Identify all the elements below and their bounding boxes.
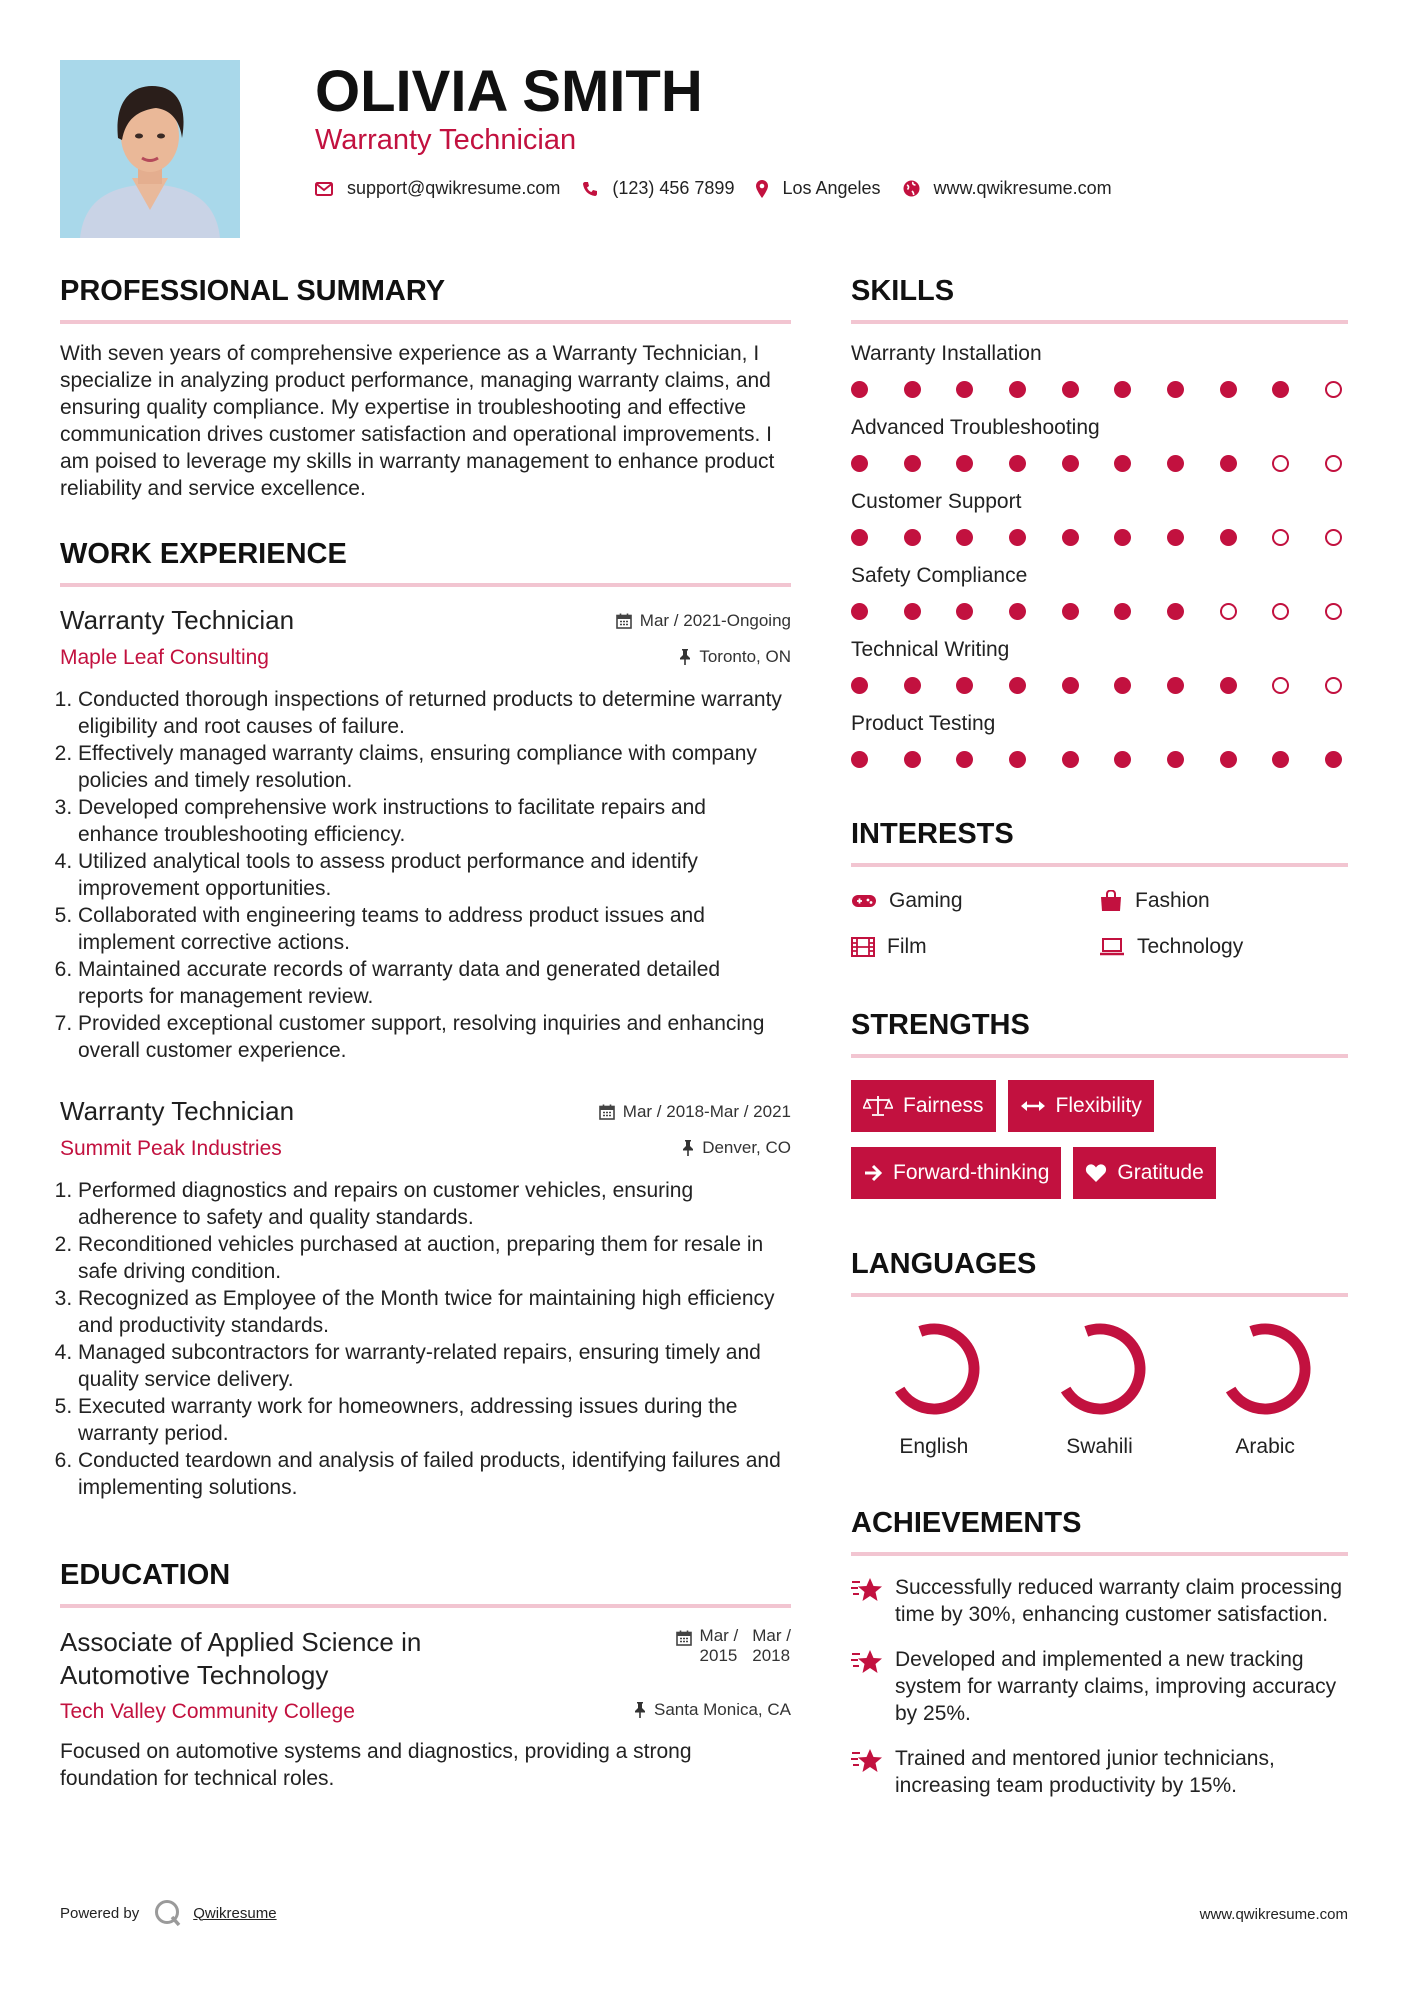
languages-title: LANGUAGES bbox=[851, 1248, 1037, 1280]
rating-dot-filled bbox=[956, 455, 973, 472]
interests-title: INTERESTS bbox=[851, 818, 1014, 850]
rating-dot-filled bbox=[851, 603, 868, 620]
footer-powered-by bbox=[60, 1898, 277, 1928]
section-divider bbox=[60, 320, 791, 324]
rating-dot-empty bbox=[1220, 603, 1237, 620]
candidate-role: Warranty Technician bbox=[315, 124, 577, 156]
rating-dot-filled bbox=[904, 381, 921, 398]
rating-dot-filled bbox=[1062, 751, 1079, 768]
rating-dot-filled bbox=[904, 677, 921, 694]
arrow-right-icon bbox=[863, 1164, 883, 1182]
skill-rating bbox=[851, 455, 1342, 472]
language-label: English bbox=[899, 1435, 969, 1458]
language-item bbox=[851, 1319, 1017, 1459]
rating-dot-filled bbox=[1167, 529, 1184, 546]
rating-dot-empty bbox=[1325, 529, 1342, 546]
strength-tag bbox=[851, 1147, 1061, 1199]
interest-item bbox=[1099, 889, 1347, 913]
summary-text: With seven years of comprehensive experience as a Warranty Technician, I specialize in analyzing product performance, managing warranty claims, and ensuring quality compliance. My expertise in troubleshooting and effective communication drives customer satisfaction and operational improvements. I am poised to leverage my skills in warranty management to enhance product reliability and service excellence. bbox=[60, 342, 775, 500]
qwikresume-logo-icon bbox=[153, 1898, 183, 1928]
list-item: 4. Utilized analytical tools to assess product performance and identify improvement opportunities. bbox=[78, 848, 791, 902]
star-burst-icon bbox=[851, 1747, 883, 1775]
job-company: Maple Leaf Consulting bbox=[60, 646, 269, 669]
portrait-image bbox=[60, 60, 240, 238]
rating-dot-filled bbox=[1220, 381, 1237, 398]
skill-item bbox=[851, 342, 1348, 398]
skill-item bbox=[851, 564, 1348, 620]
rating-dot-filled bbox=[1009, 529, 1026, 546]
skill-name: Technical Writing bbox=[851, 638, 1010, 661]
rating-dot-filled bbox=[1114, 751, 1131, 768]
rating-dot-filled bbox=[1114, 677, 1131, 694]
strength-tag bbox=[1008, 1080, 1154, 1132]
rating-dot-filled bbox=[1009, 603, 1026, 620]
rating-dot-filled bbox=[956, 603, 973, 620]
education-location-text: Santa Monica, CA bbox=[653, 1700, 791, 1719]
list-item: 1. Performed diagnostics and repairs on customer vehicles, ensuring adherence to safety and quality standards. bbox=[78, 1177, 791, 1231]
rating-dot-filled bbox=[1114, 381, 1131, 398]
phone-icon bbox=[582, 181, 598, 197]
education-end-month: Mar / bbox=[752, 1626, 791, 1645]
right-column bbox=[851, 275, 1348, 1799]
skills-title: SKILLS bbox=[851, 275, 955, 307]
skills-section bbox=[851, 275, 1348, 768]
language-proficiency-arc bbox=[899, 1329, 973, 1409]
rating-dot-filled bbox=[1114, 529, 1131, 546]
job-entry bbox=[60, 1096, 791, 1501]
job-location-text: Denver, CO bbox=[702, 1138, 791, 1157]
rating-dot-filled bbox=[851, 455, 868, 472]
interest-label: Gaming bbox=[889, 889, 963, 912]
rating-dot-filled bbox=[1062, 529, 1079, 546]
rating-dot-filled bbox=[851, 677, 868, 694]
candidate-name: OLIVIA SMITH bbox=[315, 59, 703, 124]
strength-label: Gratitude bbox=[1117, 1161, 1204, 1184]
language-proficiency-ring bbox=[1215, 1319, 1315, 1419]
language-proficiency-ring bbox=[884, 1319, 984, 1419]
rating-dot-filled bbox=[1167, 603, 1184, 620]
rating-dot-filled bbox=[904, 603, 921, 620]
left-column bbox=[60, 275, 791, 1792]
interest-item bbox=[1099, 935, 1347, 959]
achievement-text: Successfully reduced warranty claim processing time by 30%, enhancing customer satisfaction. bbox=[895, 1576, 1343, 1626]
education-end bbox=[752, 1626, 791, 1666]
section-divider bbox=[851, 1293, 1348, 1297]
rating-dot-filled bbox=[851, 529, 868, 546]
education-start bbox=[700, 1626, 739, 1666]
star-burst-icon bbox=[851, 1648, 883, 1676]
strength-tag bbox=[851, 1080, 996, 1132]
map-pin-icon bbox=[756, 180, 768, 198]
rating-dot-filled bbox=[1009, 381, 1026, 398]
rating-dot-filled bbox=[851, 381, 868, 398]
job-title: Warranty Technician bbox=[60, 605, 295, 635]
skill-rating bbox=[851, 381, 1342, 398]
interest-label: Fashion bbox=[1135, 889, 1210, 912]
job-location-text: Toronto, ON bbox=[699, 647, 791, 666]
rating-dot-empty bbox=[1272, 455, 1289, 472]
skill-rating bbox=[851, 603, 1342, 620]
strength-label: Fairness bbox=[903, 1094, 984, 1117]
star-burst-icon bbox=[851, 1576, 883, 1604]
skills-list bbox=[851, 342, 1348, 768]
skill-name: Product Testing bbox=[851, 712, 996, 735]
language-proficiency-arc bbox=[1231, 1329, 1305, 1409]
list-item: 6. Conducted teardown and analysis of failed products, identifying failures and implementing solutions. bbox=[78, 1447, 791, 1501]
rating-dot-filled bbox=[956, 529, 973, 546]
experience-title: WORK EXPERIENCE bbox=[60, 538, 347, 570]
rating-dot-filled bbox=[1009, 677, 1026, 694]
achievements-section bbox=[851, 1507, 1348, 1799]
rating-dot-empty bbox=[1272, 677, 1289, 694]
rating-dot-empty bbox=[1325, 455, 1342, 472]
website-text: www.qwikresume.com bbox=[933, 178, 1112, 198]
skill-item bbox=[851, 712, 1348, 768]
skill-rating bbox=[851, 751, 1342, 768]
profile-photo bbox=[60, 60, 240, 238]
rating-dot-filled bbox=[904, 529, 921, 546]
job-entry bbox=[60, 605, 791, 1064]
language-item bbox=[1017, 1319, 1183, 1459]
rating-dot-filled bbox=[1167, 751, 1184, 768]
rating-dot-filled bbox=[1062, 677, 1079, 694]
skill-item bbox=[851, 490, 1348, 546]
languages-section bbox=[851, 1248, 1348, 1459]
balance-scale-icon bbox=[863, 1095, 893, 1117]
list-item: 6. Maintained accurate records of warranty data and generated detailed reports for management review. bbox=[78, 956, 791, 1010]
language-label: Swahili bbox=[1066, 1435, 1133, 1458]
education-location bbox=[634, 1700, 791, 1720]
job-dates-text: Mar / 2018-Mar / 2021 bbox=[622, 1102, 791, 1121]
contact-location bbox=[756, 178, 880, 199]
pushpin-icon bbox=[634, 1702, 646, 1718]
laptop-icon bbox=[1099, 938, 1125, 956]
globe-icon bbox=[903, 180, 920, 197]
achievement-text: Developed and implemented a new tracking system for warranty claims, improving accuracy by 25%. bbox=[895, 1648, 1337, 1725]
interest-item bbox=[851, 935, 1099, 959]
section-divider bbox=[851, 863, 1348, 867]
education-end-year: 2018 bbox=[752, 1646, 791, 1665]
list-item: 5. Executed warranty work for homeowners, addressing issues during the warranty period. bbox=[78, 1393, 791, 1447]
rating-dot-empty bbox=[1272, 529, 1289, 546]
list-item: 2. Reconditioned vehicles purchased at auction, preparing them for resale in safe driving condition. bbox=[78, 1231, 791, 1285]
pushpin-icon bbox=[682, 1140, 694, 1156]
contact-website[interactable] bbox=[903, 178, 1112, 199]
strengths-title: STRENGTHS bbox=[851, 1009, 1030, 1041]
language-item bbox=[1182, 1319, 1348, 1459]
achievement-item bbox=[851, 1745, 1348, 1799]
achievement-item bbox=[851, 1574, 1348, 1628]
job-bullets bbox=[60, 1177, 791, 1501]
summary-section bbox=[60, 275, 791, 502]
contact-bar bbox=[315, 178, 1134, 199]
rating-dot-filled bbox=[851, 751, 868, 768]
rating-dot-filled bbox=[1114, 603, 1131, 620]
education-start-month: Mar / bbox=[699, 1626, 739, 1645]
rating-dot-filled bbox=[956, 381, 973, 398]
rating-dot-filled bbox=[956, 677, 973, 694]
language-proficiency-ring bbox=[1050, 1319, 1150, 1419]
interest-item bbox=[851, 889, 1099, 913]
section-divider bbox=[60, 1604, 791, 1608]
summary-title: PROFESSIONAL SUMMARY bbox=[60, 275, 446, 307]
section-divider bbox=[851, 320, 1348, 324]
phone-text: (123) 456 7899 bbox=[612, 178, 735, 198]
language-proficiency-arc bbox=[1065, 1329, 1139, 1409]
list-item: 3. Developed comprehensive work instructions to facilitate repairs and enhance troubleshooting efficiency. bbox=[78, 794, 791, 848]
skill-name: Advanced Troubleshooting bbox=[851, 416, 1100, 439]
rating-dot-filled bbox=[1167, 677, 1184, 694]
email-text: support@qwikresume.com bbox=[347, 178, 561, 198]
section-divider bbox=[851, 1054, 1348, 1058]
degree-title: Associate of Applied Science in Automotive Technology bbox=[60, 1627, 422, 1690]
skill-rating bbox=[851, 677, 1342, 694]
job-bullets bbox=[60, 686, 791, 1064]
rating-dot-filled bbox=[956, 751, 973, 768]
calendar-icon bbox=[599, 1104, 615, 1120]
shopping-bag-icon bbox=[1099, 890, 1123, 912]
strength-label: Flexibility bbox=[1055, 1094, 1142, 1117]
section-divider bbox=[60, 583, 791, 587]
envelope-icon bbox=[315, 182, 333, 196]
powered-by-text: Powered by bbox=[60, 1904, 140, 1922]
rating-dot-filled bbox=[1220, 677, 1237, 694]
list-item: 7. Provided exceptional customer support, resolving inquiries and enhancing overall customer experience. bbox=[78, 1010, 791, 1064]
rating-dot-filled bbox=[1220, 529, 1237, 546]
education-start-year: 2015 bbox=[699, 1646, 738, 1665]
strength-tag bbox=[1073, 1147, 1215, 1199]
pushpin-icon bbox=[679, 649, 691, 665]
rating-dot-filled bbox=[1009, 455, 1026, 472]
achievement-text: Trained and mentored junior technicians, increasing team productivity by 15%. bbox=[895, 1747, 1275, 1797]
skill-name: Warranty Installation bbox=[851, 342, 1042, 365]
rating-dot-filled bbox=[1272, 751, 1289, 768]
strength-label: Forward-thinking bbox=[893, 1161, 1050, 1184]
skill-item bbox=[851, 638, 1348, 694]
footer-brand-link[interactable]: Qwikresume bbox=[193, 1904, 277, 1922]
education-dates bbox=[676, 1626, 791, 1666]
education-title: EDUCATION bbox=[60, 1559, 231, 1591]
rating-dot-filled bbox=[1167, 455, 1184, 472]
gamepad-icon bbox=[851, 893, 877, 909]
rating-dot-filled bbox=[904, 455, 921, 472]
rating-dot-filled bbox=[1220, 455, 1237, 472]
contact-phone[interactable] bbox=[582, 178, 734, 199]
section-divider bbox=[851, 1552, 1348, 1556]
rating-dot-filled bbox=[904, 751, 921, 768]
interest-label: Film bbox=[887, 935, 927, 958]
rating-dot-empty bbox=[1272, 603, 1289, 620]
rating-dot-filled bbox=[1220, 751, 1237, 768]
calendar-icon bbox=[676, 1630, 692, 1646]
rating-dot-filled bbox=[1062, 381, 1079, 398]
contact-email[interactable] bbox=[315, 178, 560, 199]
film-icon bbox=[851, 937, 875, 957]
rating-dot-filled bbox=[1062, 455, 1079, 472]
rating-dot-empty bbox=[1325, 677, 1342, 694]
interests-section bbox=[851, 818, 1348, 959]
rating-dot-filled bbox=[1167, 381, 1184, 398]
list-item: 4. Managed subcontractors for warranty-related repairs, ensuring timely and quality service delivery. bbox=[78, 1339, 791, 1393]
education-section bbox=[60, 1559, 791, 1792]
rating-dot-filled bbox=[1114, 455, 1131, 472]
skill-item bbox=[851, 416, 1348, 472]
rating-dot-empty bbox=[1325, 603, 1342, 620]
job-dates-text: Mar / 2021-Ongoing bbox=[639, 611, 791, 630]
list-item: 1. Conducted thorough inspections of returned products to determine warranty eligibility and root causes of failure. bbox=[78, 686, 791, 740]
skill-name: Customer Support bbox=[851, 490, 1022, 513]
rating-dot-filled bbox=[1272, 381, 1289, 398]
arrows-horizontal-icon bbox=[1020, 1099, 1046, 1113]
list-item: 3. Recognized as Employee of the Month twice for maintaining high efficiency and productivity standards. bbox=[78, 1285, 791, 1339]
achievement-item bbox=[851, 1646, 1348, 1727]
heart-icon bbox=[1085, 1163, 1107, 1183]
list-item: 5. Collaborated with engineering teams to address product issues and implement corrective actions. bbox=[78, 902, 791, 956]
rating-dot-filled bbox=[1009, 751, 1026, 768]
footer-url[interactable]: www.qwikresume.com bbox=[1199, 1906, 1348, 1923]
job-title: Warranty Technician bbox=[60, 1096, 295, 1126]
rating-dot-filled bbox=[1062, 603, 1079, 620]
job-location bbox=[679, 647, 791, 667]
rating-dot-filled bbox=[1325, 751, 1342, 768]
experience-section bbox=[60, 538, 791, 1501]
school-name: Tech Valley Community College bbox=[60, 1700, 355, 1723]
skill-name: Safety Compliance bbox=[851, 564, 1028, 587]
language-label: Arabic bbox=[1235, 1435, 1295, 1458]
strengths-section bbox=[851, 1009, 1348, 1214]
rating-dot-empty bbox=[1325, 381, 1342, 398]
education-description: Focused on automotive systems and diagnostics, providing a strong foundation for technical roles. bbox=[60, 1740, 692, 1790]
job-company: Summit Peak Industries bbox=[60, 1137, 282, 1160]
achievements-title: ACHIEVEMENTS bbox=[851, 1507, 1082, 1539]
job-dates bbox=[616, 611, 791, 631]
skill-rating bbox=[851, 529, 1342, 546]
list-item: 2. Effectively managed warranty claims, ensuring compliance with company policies and timely resolution. bbox=[78, 740, 791, 794]
job-location bbox=[682, 1138, 791, 1158]
interest-label: Technology bbox=[1137, 935, 1244, 958]
calendar-icon bbox=[616, 613, 632, 629]
location-text: Los Angeles bbox=[782, 178, 881, 198]
job-dates bbox=[599, 1102, 791, 1122]
